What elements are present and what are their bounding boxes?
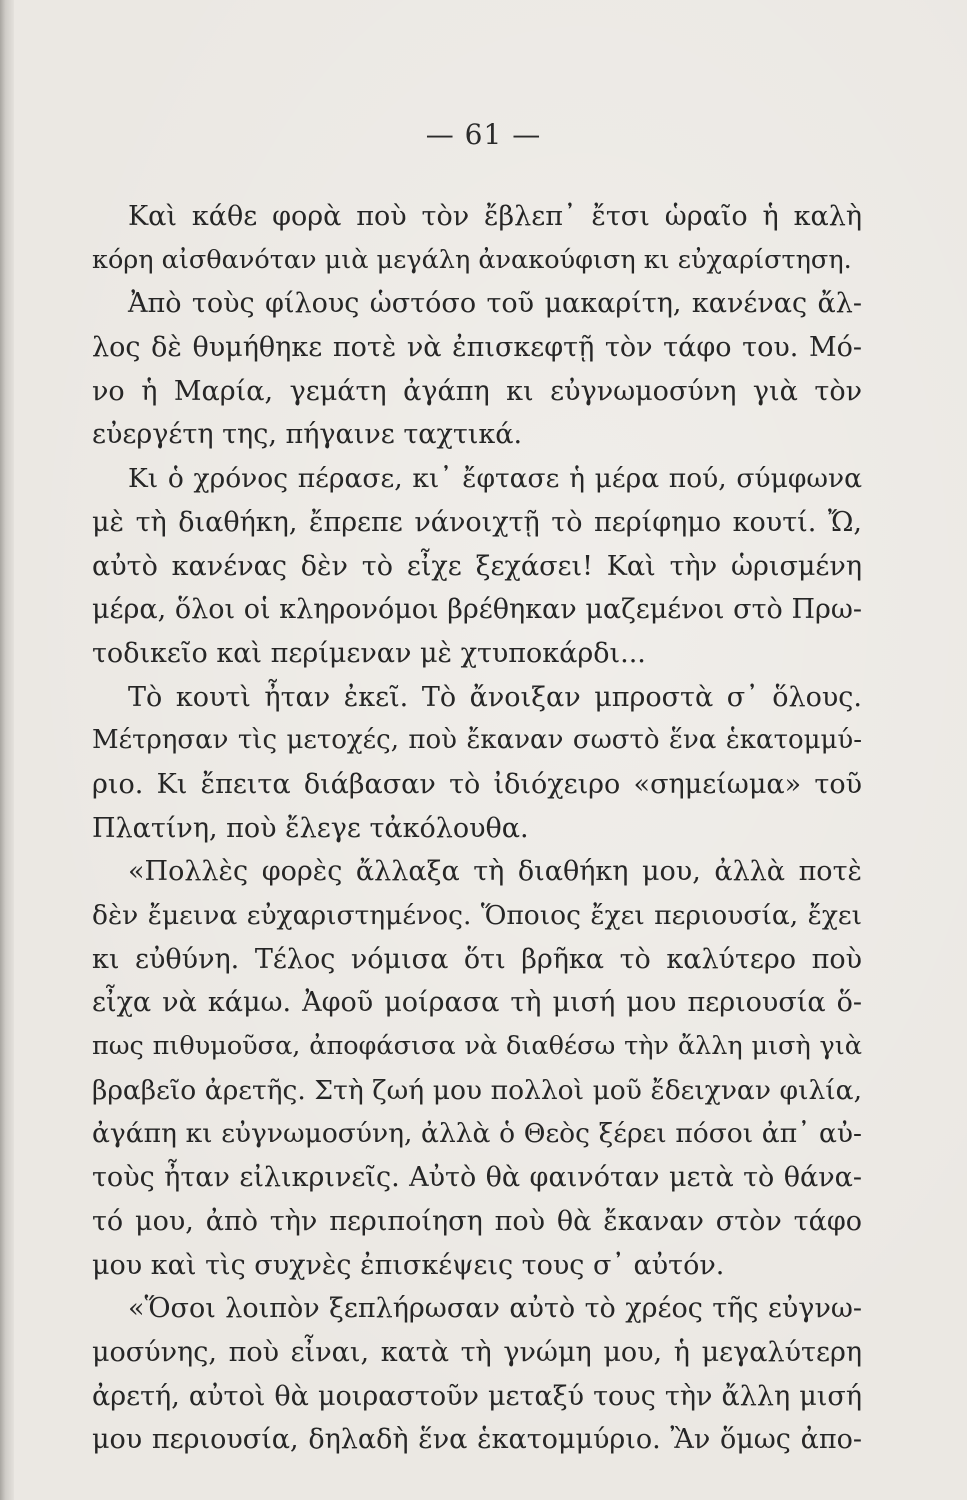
text-line: αὐτὸ κανένας δὲν τὸ εἶχε ξεχάσει! Καὶ τὴν ὡρισμένη [92, 550, 862, 582]
text-line: τοδικεῖο καὶ περίμεναν μὲ χτυποκάρδι... [92, 637, 646, 669]
text-line: εὐεργέτη της, πήγαινε ταχτικά. [92, 419, 523, 451]
page-spine-shadow [0, 0, 14, 1500]
text-line: μέρα, ὅλοι οἱ κληρονόμοι βρέθηκαν μαζεμένοι στὸ Πρω- [92, 594, 862, 626]
text-line: εἶχα νὰ κάμω. Ἀφοῦ μοίρασα τὴ μισή μου περιουσία ὅ- [92, 987, 862, 1019]
text-line: Τὸ κουτὶ ἦταν ἐκεῖ. Τὸ ἄνοιξαν μπροστὰ σ᾽ ὅλους. [128, 681, 862, 713]
text-line: νο ἡ Μαρία, γεμάτη ἀγάπη κι εὐγνωμοσύνη γιὰ τὸν [92, 375, 862, 407]
text-line: μοσύνης, ποὺ εἶναι, κατὰ τὴ γνώμη μου, ἡ μεγαλύτερη [92, 1336, 862, 1368]
text-line: μου καὶ τὶς συχνὲς ἐπισκέψεις τους σ᾽ αὐτόν. [92, 1249, 725, 1281]
text-line: τό μου, ἀπὸ τὴν περιποίηση ποὺ θὰ ἔκαναν στὸν τάφο [92, 1205, 862, 1237]
text-line: ἀρετή, αὐτοὶ θὰ μοιραστοῦν μεταξύ τους τὴν ἄλλη μισή [92, 1380, 862, 1412]
text-line: βραβεῖο ἀρετῆς. Στὴ ζωή μου πολλοὶ μοῦ ἔδειχναν φιλία, [92, 1074, 862, 1106]
text-line: ἀγάπη κι εὐγνωμοσύνη, ἀλλὰ ὁ Θεὸς ξέρει πόσοι ἀπ᾽ αὐ- [92, 1118, 862, 1150]
text-line: μὲ τὴ διαθήκη, ἔπρεπε νάνοιχτῇ τὸ περίφημο κουτί. Ὤ, [92, 506, 862, 538]
page-number: — 61 — [425, 118, 542, 151]
text-line: Μέτρησαν τὶς μετοχές, ποὺ ἔκαναν σωστὸ ἕνα ἑκατομμύ- [92, 725, 862, 756]
text-line: λος δὲ θυμήθηκε ποτὲ νὰ ἐπισκεφτῇ τὸν τάφο του. Μό- [92, 332, 862, 364]
text-line: Ἀπὸ τοὺς φίλους ὡστόσο τοῦ μακαρίτη, κανένας ἄλ- [128, 288, 862, 320]
text-line: «Πολλὲς φορὲς ἄλλαξα τὴ διαθήκη μου, ἀλλὰ ποτὲ [128, 856, 862, 888]
text-line: ριο. Κι ἔπειτα διάβασαν τὸ ἰδιόχειρο «σημείωμα» τοῦ [92, 768, 862, 800]
text-line: δὲν ἔμεινα εὐχαριστημένος. Ὅποιος ἔχει περιουσία, ἔχει [92, 900, 862, 931]
text-line: τοὺς ἦταν εἰλικρινεῖς. Αὐτὸ θὰ φαινόταν μετὰ τὸ θάνα- [92, 1162, 862, 1194]
text-line: Καὶ κάθε φορὰ ποὺ τὸν ἔβλεπ᾽ ἔτσι ὡραῖο ἡ καλὴ [128, 201, 862, 232]
text-line: μου περιουσία, δηλαδὴ ἕνα ἑκατομμύριο. Ἂν ὅμως ἀπο- [92, 1424, 862, 1456]
text-line: Πλατίνη, ποὺ ἔλεγε τἀκόλουθα. [92, 812, 529, 844]
text-line: κόρη αἰσθανόταν μιὰ μεγάλη ἀνακούφιση κι εὐχαρίστηση. [92, 244, 852, 275]
text-line: κι εὐθύνη. Τέλος νόμισα ὅτι βρῆκα τὸ καλύτερο ποὺ [92, 943, 862, 975]
text-line: «Ὅσοι λοιπὸν ξεπλήρωσαν αὐτὸ τὸ χρέος τῆς εὐγνω- [128, 1293, 862, 1325]
body-text [92, 195, 862, 1462]
text-line: πως πιθυμοῦσα, ἀποφάσισα νὰ διαθέσω τὴν ἄλλη μισὴ γιὰ [92, 1031, 862, 1062]
text-line: Κι ὁ χρόνος πέρασε, κι᾽ ἔφτασε ἡ μέρα πού, σύμφωνα [128, 463, 862, 495]
